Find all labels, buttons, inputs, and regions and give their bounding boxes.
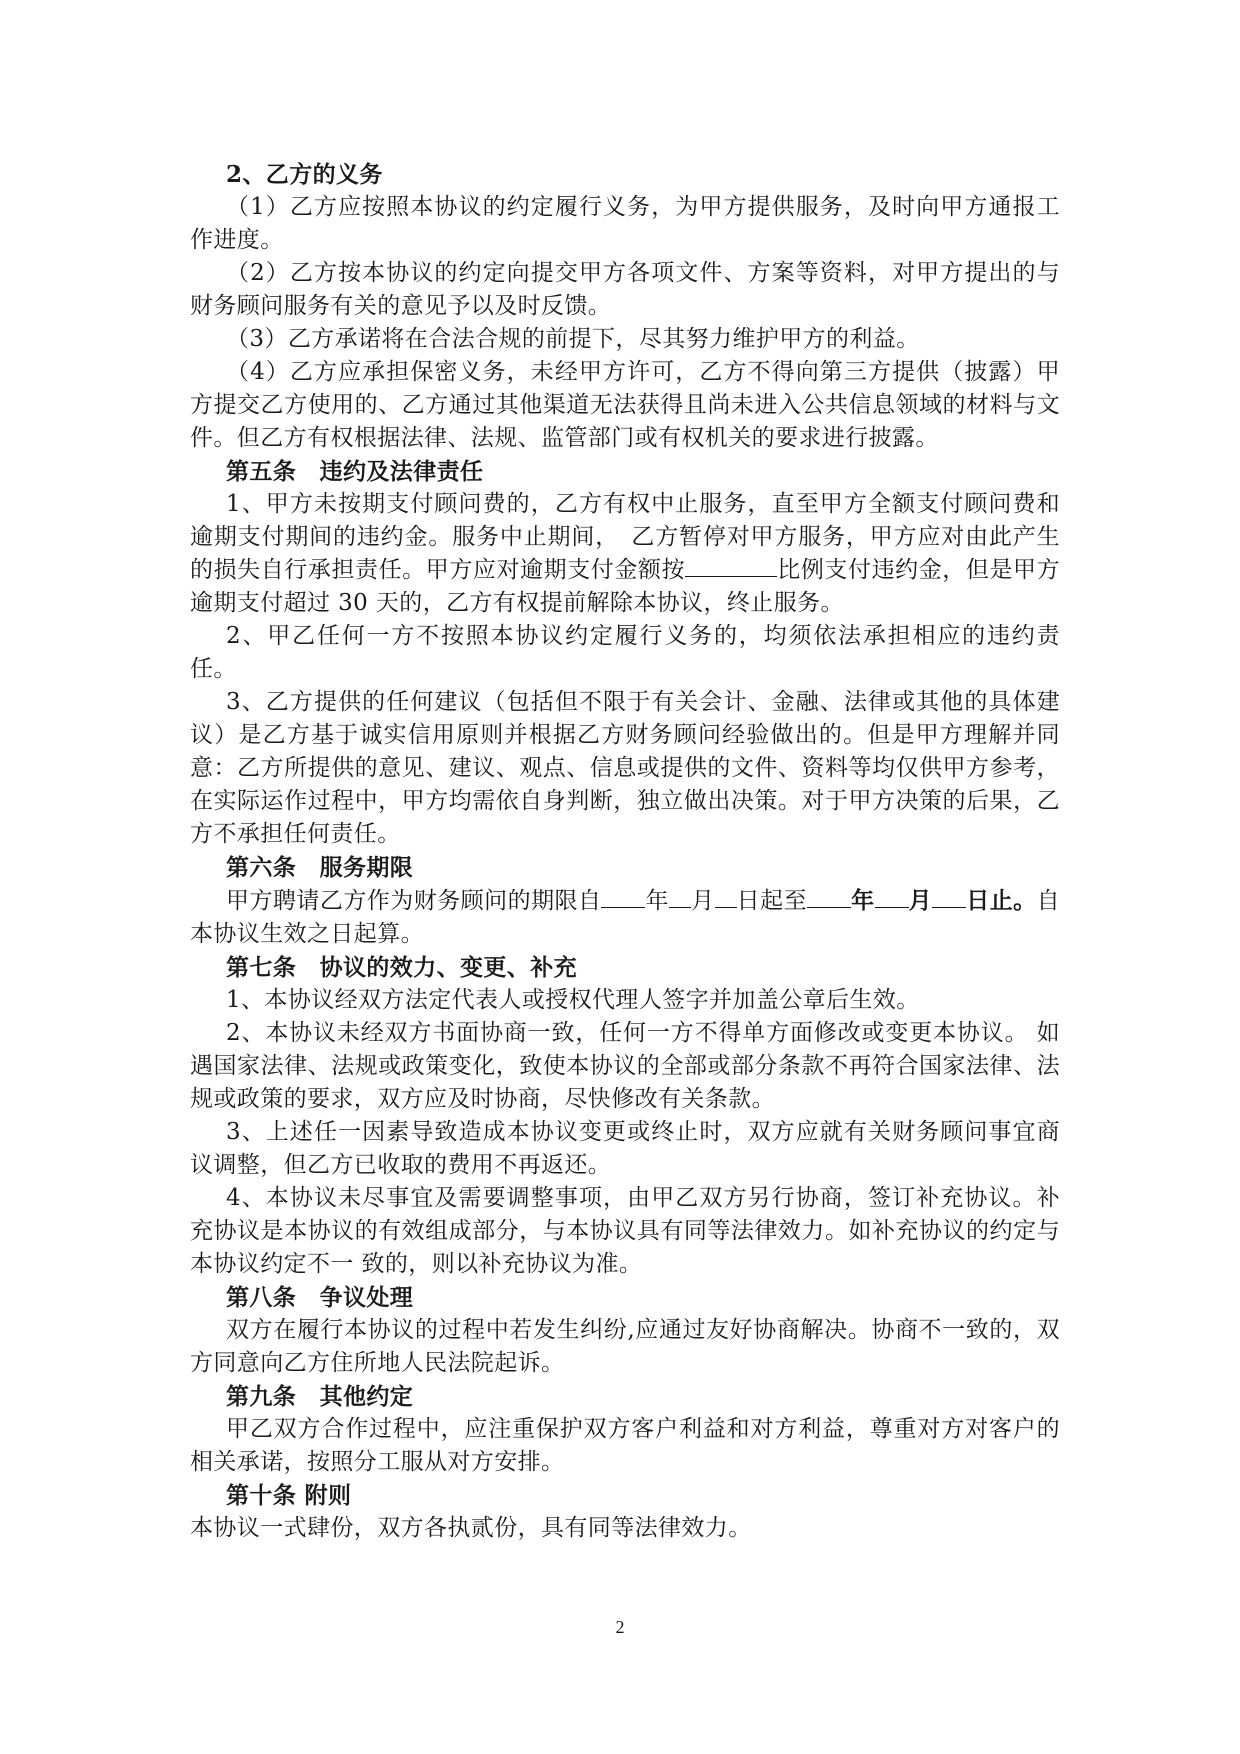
document-body [190,158,1060,1545]
paragraph: 3、上述任一因素导致造成本协议变更或终止时，双方应就有关财务顾问事宜商议调整，但乙方已收取的费用不再返还。 [190,1119,1060,1178]
fill-in-blank [807,885,851,908]
article-heading: 第十条 附则 [226,1482,352,1509]
fill-in-blank [932,885,966,908]
paragraph: （1）乙方应按照本协议的约定履行义务，为甲方提供服务，及时向甲方通报工作进度。 [190,194,1060,253]
paragraph: （3）乙方承诺将在合法合规的前提下，尽其努力维护甲方的利益。 [226,326,920,352]
paragraph: 双方在履行本协议的过程中若发生纠纷,应通过友好协商解决。协商不一致的，双方同意向乙方住所地人民法院起诉。 [190,1317,1060,1376]
fill-in-blank [715,885,737,908]
fill-in-blank [875,885,909,908]
paragraph [190,488,1060,620]
paragraph [190,884,1060,951]
fill-in-blank [601,885,645,908]
article-heading: 第六条 服务期限 [226,854,414,881]
date-label: 日止。 [966,887,1037,914]
paragraph: 本协议一式肆份，双方各执贰份，具有同等法律效力。 [190,1515,752,1541]
page-number: 2 [615,1617,625,1637]
paragraph: 2、本协议未经双方书面协商一致，任何一方不得单方面修改或变更本协议。 如遇国家法律、法规或政策变化，致使本协议的全部或部分条款不再符合国家法律、法规或政策的要求，双方应及时协商，尽快修改有关条款。 [190,1020,1060,1112]
paragraph-text: 自本协议生效之日起算。 [190,888,1061,947]
date-label: 月 [908,887,933,914]
paragraph: 4、本协议未尽事宜及需要调整事项，由甲乙双方另行协商，签订补充协议。补充协议是本协议的有效组成部分，与本协议具有同等法律效力。如补充协议的约定与本协议约定不一 致的，则以补充协议为准。 [190,1185,1060,1277]
paragraph: 2、甲乙任何一方不按照本协议约定履行义务的，均须依法承担相应的违约责任。 [190,623,1060,682]
paragraph: 甲乙双方合作过程中，应注重保护双方客户利益和对方利益，尊重对方对客户的相关承诺，按照分工服从对方安排。 [190,1416,1060,1475]
paragraph-text: 甲方聘请乙方作为财务顾问的期限自 [226,888,602,914]
paragraph: （2）乙方按本协议的约定向提交甲方各项文件、方案等资料，对甲方提出的与财务顾问服务有关的意见予以及时反馈。 [190,260,1060,319]
article-heading: 第九条 其他约定 [226,1383,414,1410]
date-label: 年 [645,888,670,914]
section-heading: 2、乙方的义务 [226,161,383,188]
date-label: 日起至 [736,888,808,914]
paragraph-text: 1、甲方未按期支付顾问费的，乙方有权中止服务，直至甲方全额支付顾问费和逾期支付期间的违约金。服务中止期间， 乙方暂停对甲方服务，甲方应对由此产生的损失自行承担责任。甲方应对逾期支付金额按 [190,491,1060,583]
fill-in-blank [669,885,691,908]
article-heading: 第八条 争议处理 [226,1284,414,1311]
paragraph-text: 比例支付违约金，但是甲方逾期支付超过 30 天的，乙方有权提前解除本协议，终止服务。 [190,557,1060,616]
paragraph: 3、乙方提供的任何建议（包括但不限于有关会计、金融、法律或其他的具体建议）是乙方基于诚实信用原则并根据乙方财务顾问经验做出的。但是甲方理解并同意：乙方所提供的意见、建议、观点、信息或提供的文件、资料等均仅供甲方参考，在实际运作过程中，甲方均需依自身判断，独立做出决策。对于甲方决策的后果，乙方不承担任何责任。 [190,689,1060,847]
article-heading: 第七条 协议的效力、变更、补充 [226,954,577,981]
fill-in-blank [685,554,777,577]
article-heading: 第五条 违约及法律责任 [226,458,484,485]
date-label: 月 [691,888,715,914]
date-label: 年 [851,887,875,914]
paragraph: 1、本协议经双方法定代表人或授权代理人签字并加盖公章后生效。 [226,987,920,1013]
paragraph: （4）乙方应承担保密义务，未经甲方许可，乙方不得向第三方提供（披露）甲方提交乙方使用的、乙方通过其他渠道无法获得且尚未进入公共信息领域的材料与文件。但乙方有权根据法律、法规、监管部门或有权机关的要求进行披露。 [190,359,1060,451]
